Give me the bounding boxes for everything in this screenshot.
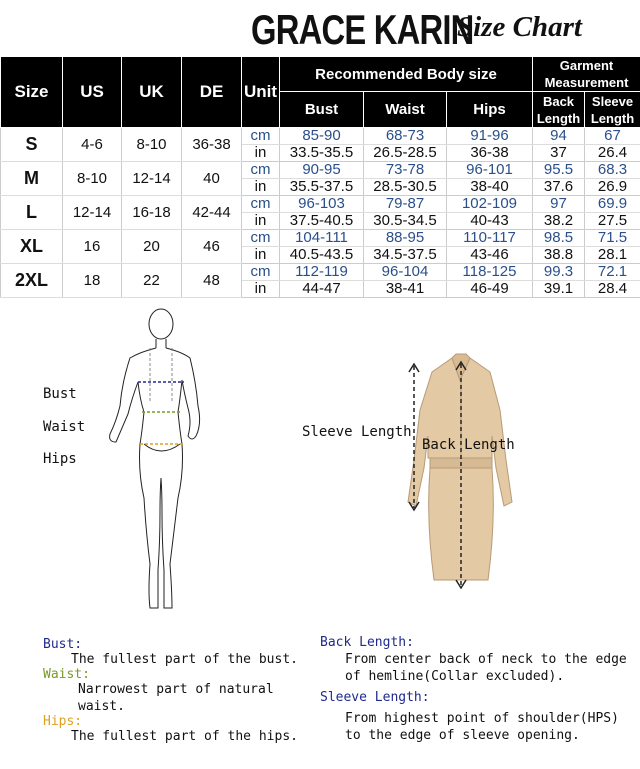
table-row (1, 196, 640, 213)
bust-cell: 44-47 (280, 281, 364, 298)
hips-cell: 36-38 (447, 145, 533, 162)
back-length-cell: 94 (533, 128, 585, 145)
back-length-cell: 99.3 (533, 264, 585, 281)
waist-cell: 26.5-28.5 (364, 145, 447, 162)
hips-cell: 43-46 (447, 247, 533, 264)
header-body-group: Recommended Body size (280, 57, 533, 92)
hips-definition-text: The fullest part of the hips. (71, 729, 298, 744)
bust-cell: 112-119 (280, 264, 364, 281)
header-de: DE (182, 57, 242, 128)
sleeve-length-cell: 26.9 (585, 179, 640, 196)
sleeve-length-cell: 67 (585, 128, 640, 145)
bust-definition-term: Bust: (43, 637, 83, 652)
back-length-cell: 95.5 (533, 162, 585, 179)
size-cell: 2XL (1, 264, 63, 298)
waist-cell: 28.5-30.5 (364, 179, 447, 196)
bust-definition-text: The fullest part of the bust. (71, 652, 298, 667)
waist-cell: 96-104 (364, 264, 447, 281)
table-row (1, 128, 640, 145)
bust-cell: 96-103 (280, 196, 364, 213)
bust-figure-label: Bust (43, 386, 77, 402)
unit-cell: in (242, 145, 280, 162)
uk-cell: 22 (122, 264, 182, 298)
table-row (1, 230, 640, 247)
bust-cell: 33.5-35.5 (280, 145, 364, 162)
brand-logo: GRACE KARIN (251, 6, 474, 53)
unit-cell: cm (242, 128, 280, 145)
back-length-cell: 38.8 (533, 247, 585, 264)
header-sleeve-length: Sleeve Length (585, 92, 640, 128)
size-chart-table (0, 56, 640, 298)
back-length-measure-line (452, 360, 470, 590)
unit-cell: in (242, 247, 280, 264)
sleeve-length-cell: 28.4 (585, 281, 640, 298)
hips-cell: 118-125 (447, 264, 533, 281)
bust-cell: 40.5-43.5 (280, 247, 364, 264)
header-bust: Bust (280, 92, 364, 128)
page-subtitle: Size Chart (457, 11, 582, 43)
hips-cell: 91-96 (447, 128, 533, 145)
unit-cell: in (242, 281, 280, 298)
header-unit: Unit (242, 57, 280, 128)
uk-cell: 20 (122, 230, 182, 264)
unit-cell: in (242, 179, 280, 196)
sleeve-length-definition-text-1: From highest point of shoulder(HPS) (345, 711, 619, 726)
unit-cell: cm (242, 264, 280, 281)
sleeve-length-cell: 71.5 (585, 230, 640, 247)
hips-cell: 96-101 (447, 162, 533, 179)
size-cell: XL (1, 230, 63, 264)
header-size: Size (1, 57, 63, 128)
back-length-cell: 37.6 (533, 179, 585, 196)
uk-cell: 16-18 (122, 196, 182, 230)
size-cell: L (1, 196, 63, 230)
unit-cell: cm (242, 162, 280, 179)
waist-cell: 38-41 (364, 281, 447, 298)
header-back-length: Back Length (533, 92, 585, 128)
waist-definition-text: Narrowest part of natural waist. (78, 682, 274, 714)
us-cell: 18 (63, 264, 122, 298)
bust-cell: 85-90 (280, 128, 364, 145)
bust-cell: 37.5-40.5 (280, 213, 364, 230)
back-length-cell: 39.1 (533, 281, 585, 298)
sleeve-length-cell: 72.1 (585, 264, 640, 281)
header-hips: Hips (447, 92, 533, 128)
uk-cell: 8-10 (122, 128, 182, 162)
hips-cell: 102-109 (447, 196, 533, 213)
back-length-definition-term: Back Length: (320, 635, 414, 650)
definitions-left (43, 636, 313, 745)
waist-cell: 34.5-37.5 (364, 247, 447, 264)
back-length-figure-label: Back Length (422, 437, 515, 453)
waist-cell: 30.5-34.5 (364, 213, 447, 230)
sleeve-length-figure-label: Sleeve Length (302, 424, 412, 440)
waist-figure-label: Waist (43, 419, 86, 435)
unit-cell: in (242, 213, 280, 230)
hips-cell: 38-40 (447, 179, 533, 196)
header-uk: UK (122, 57, 182, 128)
de-cell: 42-44 (182, 196, 242, 230)
back-length-cell: 98.5 (533, 230, 585, 247)
sleeve-length-cell: 26.4 (585, 145, 640, 162)
table-row (1, 162, 640, 179)
hips-definition-term: Hips: (43, 714, 83, 729)
sleeve-length-cell: 27.5 (585, 213, 640, 230)
unit-cell: cm (242, 230, 280, 247)
waist-cell: 73-78 (364, 162, 447, 179)
de-cell: 40 (182, 162, 242, 196)
hips-cell: 46-49 (447, 281, 533, 298)
uk-cell: 12-14 (122, 162, 182, 196)
back-length-cell: 97 (533, 196, 585, 213)
size-cell: S (1, 128, 63, 162)
header-us: US (63, 57, 122, 128)
header-garment-group: Garment Measurement (533, 57, 640, 92)
hips-figure-label: Hips (43, 451, 77, 467)
back-length-definition-text-1: From center back of neck to the edge (345, 652, 627, 667)
back-length-cell: 38.2 (533, 213, 585, 230)
de-cell: 36-38 (182, 128, 242, 162)
waist-cell: 79-87 (364, 196, 447, 213)
us-cell: 12-14 (63, 196, 122, 230)
hips-cell: 40-43 (447, 213, 533, 230)
bust-cell: 104-111 (280, 230, 364, 247)
sleeve-length-definition-term: Sleeve Length: (320, 690, 430, 705)
body-figure-illustration (100, 302, 220, 622)
unit-cell: cm (242, 196, 280, 213)
waist-cell: 88-95 (364, 230, 447, 247)
bust-cell: 35.5-37.5 (280, 179, 364, 196)
waist-cell: 68-73 (364, 128, 447, 145)
us-cell: 8-10 (63, 162, 122, 196)
size-cell: M (1, 162, 63, 196)
definitions-right (320, 634, 630, 744)
table-row (1, 264, 640, 281)
hips-cell: 110-117 (447, 230, 533, 247)
waist-definition-term: Waist: (43, 667, 90, 682)
sleeve-length-cell: 68.3 (585, 162, 640, 179)
sleeve-length-cell: 28.1 (585, 247, 640, 264)
us-cell: 4-6 (63, 128, 122, 162)
back-length-definition-text-2: of hemline(Collar excluded). (345, 669, 565, 684)
header-waist: Waist (364, 92, 447, 128)
de-cell: 48 (182, 264, 242, 298)
bust-cell: 90-95 (280, 162, 364, 179)
sleeve-length-cell: 69.9 (585, 196, 640, 213)
sleeve-length-definition-text-2: to the edge of sleeve opening. (345, 728, 580, 743)
us-cell: 16 (63, 230, 122, 264)
de-cell: 46 (182, 230, 242, 264)
back-length-cell: 37 (533, 145, 585, 162)
